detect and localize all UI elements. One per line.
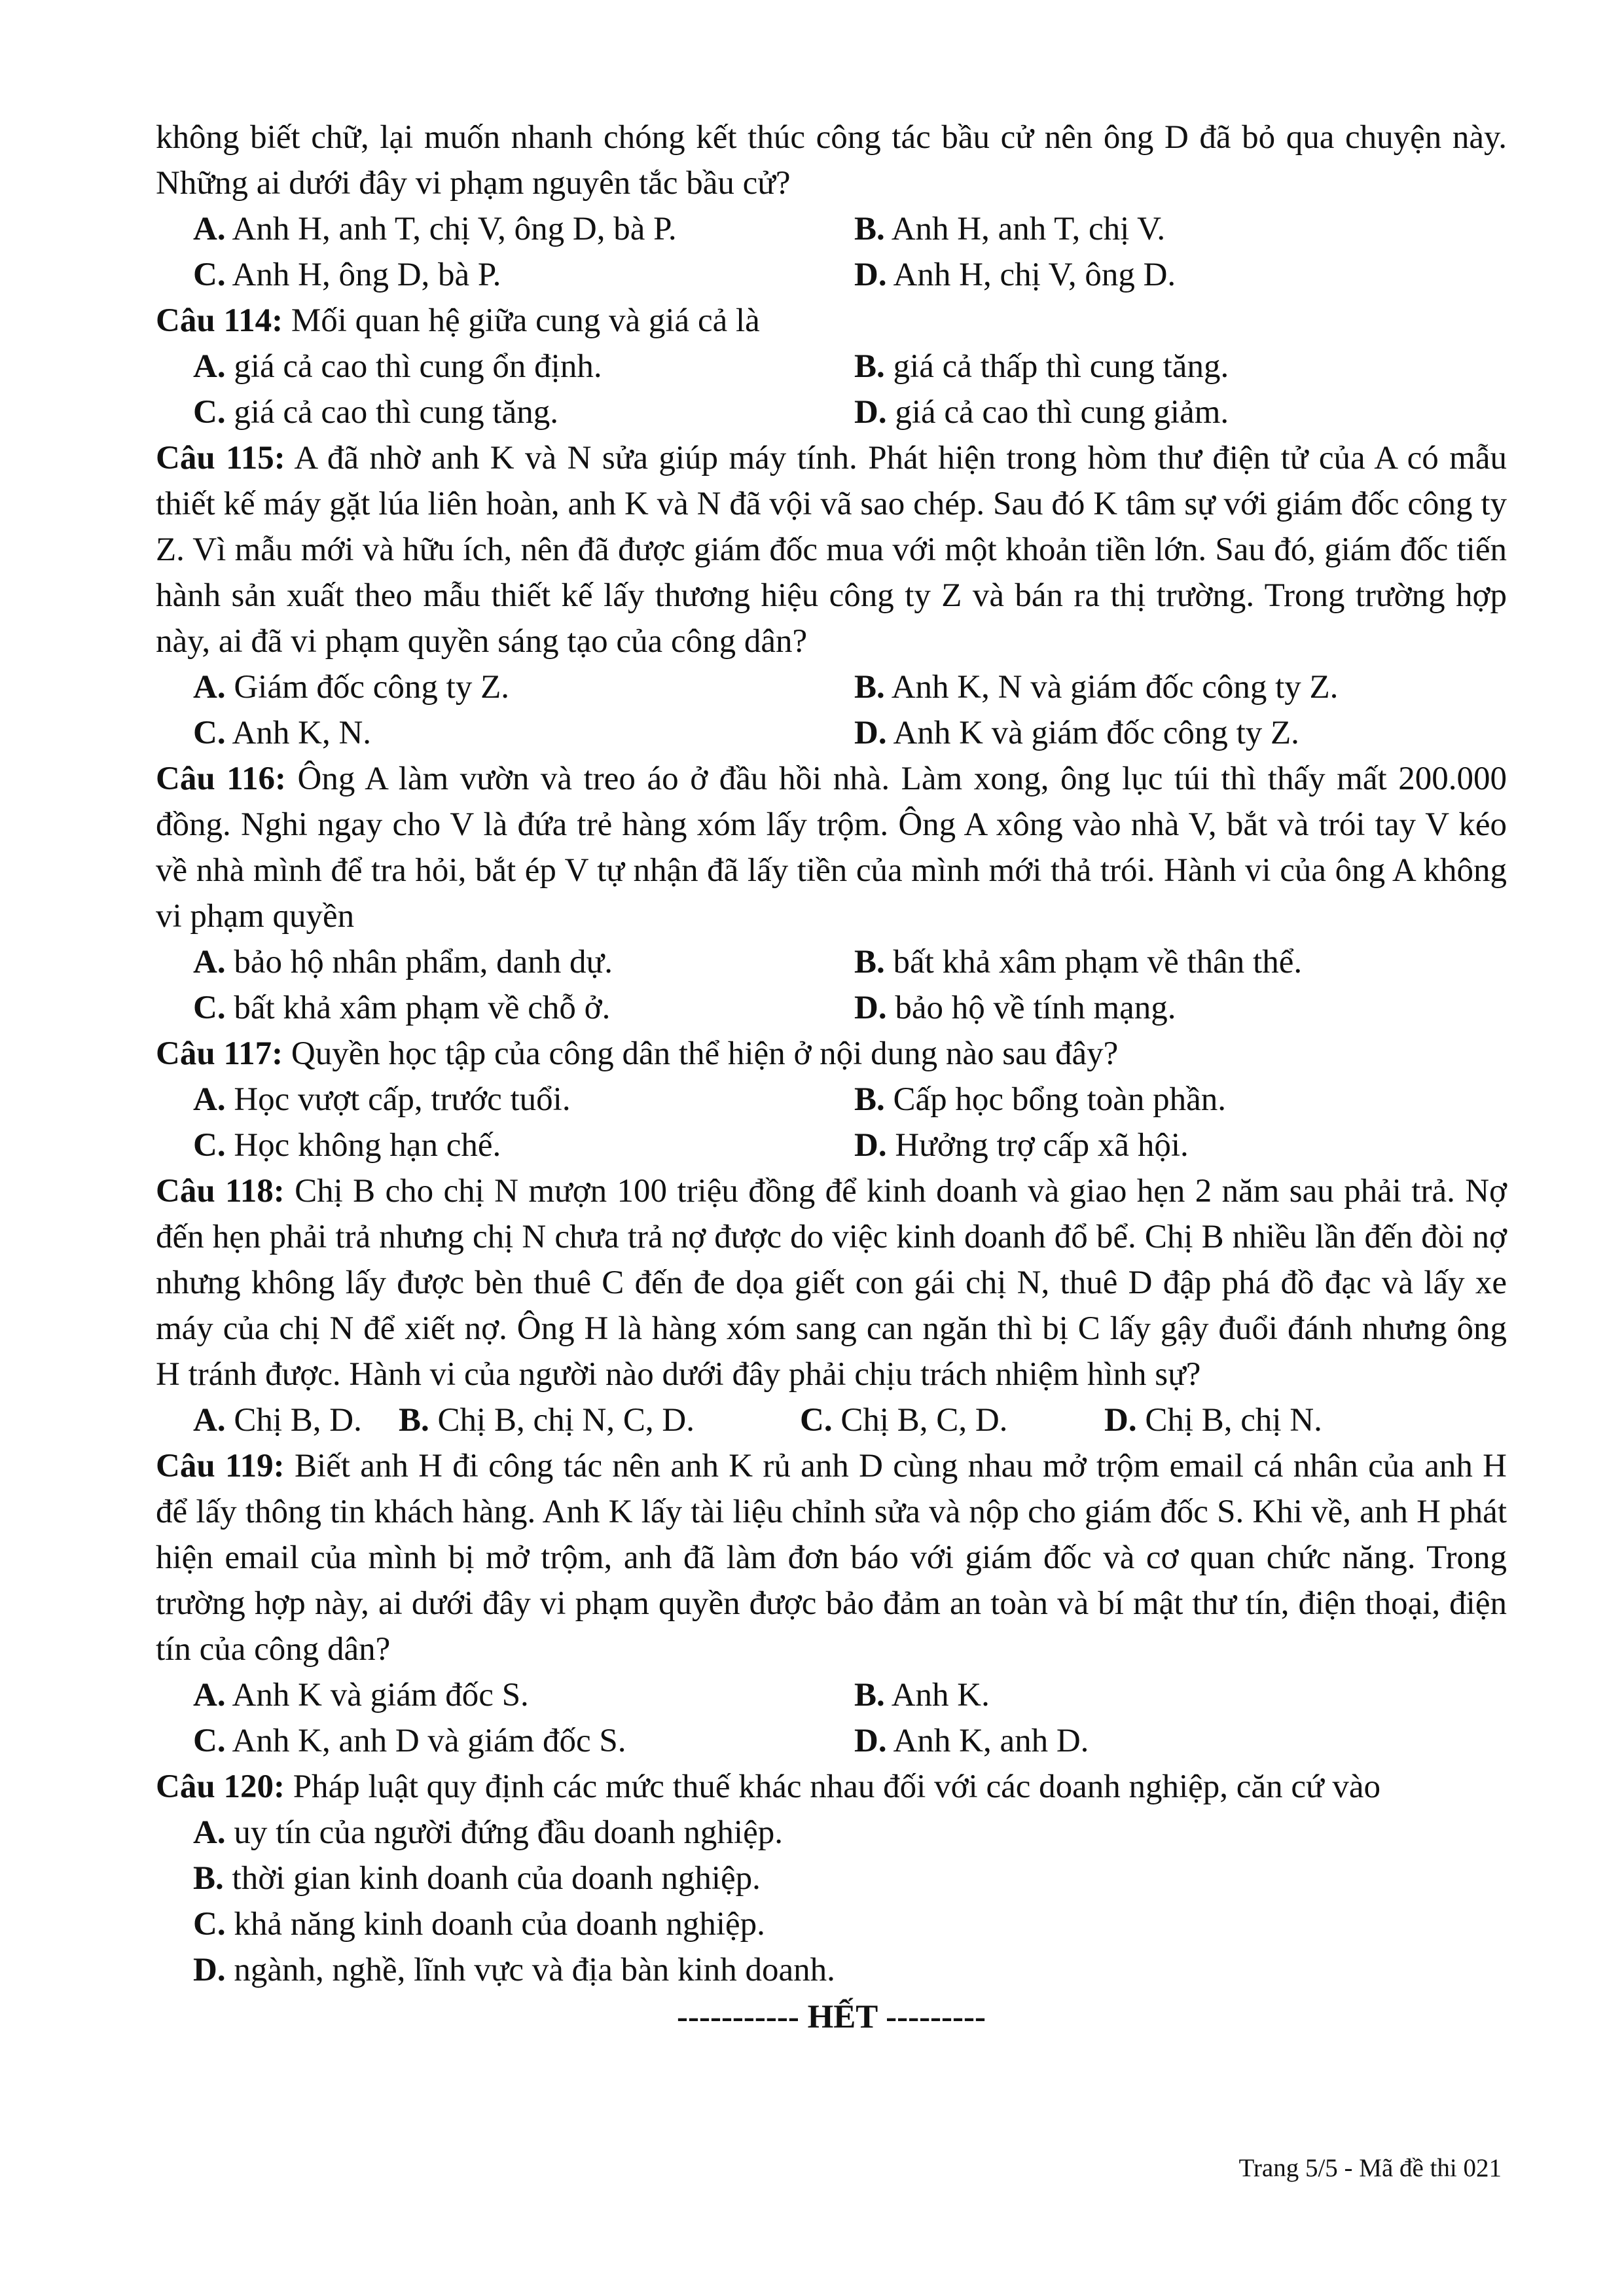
option-letter: D. [854, 1723, 887, 1759]
option-c [156, 252, 817, 298]
option-b [817, 939, 1507, 985]
option-d [817, 252, 1507, 298]
option-c [156, 985, 817, 1031]
question-stem [156, 1031, 1507, 1077]
question-text: Mối quan hệ giữa cung và giá cả là [283, 302, 760, 339]
exam-page [156, 115, 1507, 2040]
option-b [156, 1856, 1507, 1901]
option-text: Anh H, anh T, chị V, ông D, bà P. [225, 211, 677, 247]
question-120 [156, 1764, 1507, 1993]
option-text: Giám đốc công ty Z. [225, 669, 509, 706]
page-footer: Trang 5/5 - Mã đề thi 021 [1238, 2154, 1502, 2182]
option-text: giá cả cao thì cung ổn định. [225, 348, 602, 385]
question-text: Pháp luật quy định các mức thuế khác nhau đối với các doanh nghiệp, căn cứ vào [284, 1768, 1380, 1805]
option-text: Học vượt cấp, trước tuổi. [225, 1081, 571, 1118]
option-text: Anh K, anh D và giám đốc S. [225, 1723, 626, 1759]
option-text: Anh K và giám đốc S. [225, 1677, 529, 1713]
option-a [156, 206, 817, 252]
option-d [817, 389, 1507, 435]
option-text: Anh H, anh T, chị V. [884, 211, 1166, 247]
option-text: Chị B, D. [225, 1402, 362, 1439]
option-text: giá cả thấp thì cung tăng. [884, 348, 1229, 385]
option-letter: A. [193, 1677, 226, 1713]
question-115 [156, 435, 1507, 756]
question-text: A đã nhờ anh K và N sửa giúp máy tính. Phát hiện trong hòm thư điện tử của A có mẫu thiết kế máy gặt lúa liên hoàn, anh K và N đã vội vã sao chép. Sau đó K tâm sự với giám đốc công ty Z. Vì mẫu mới và hữu ích, nên đã được giám đốc mua với một khoản tiền lớn. Sau đó, giám đốc tiến hành sản xuất theo mẫu thiết kế lấy thương hiệu công ty Z và bán ra thị trường. Trong trường hợp này, ai đã vi phạm quyền sáng tạo của công dân? [156, 440, 1507, 660]
option-letter: B. [854, 348, 885, 385]
option-d [156, 1947, 1507, 1993]
option-text: Chị B, chị N. [1136, 1402, 1322, 1439]
question-stem [156, 435, 1507, 664]
option-a [156, 939, 817, 985]
option-letter: C. [193, 1906, 226, 1943]
option-text: thời gian kinh doanh của doanh nghiệp. [223, 1860, 761, 1897]
option-letter: C. [193, 1127, 226, 1164]
option-b [817, 344, 1507, 389]
option-c [156, 1122, 817, 1168]
option-text: Chị B, C, D. [832, 1402, 1008, 1439]
option-letter: A. [193, 1402, 226, 1439]
option-letter: A. [193, 669, 226, 706]
question-options [156, 344, 1507, 435]
option-text: bất khả xâm phạm về thân thể. [884, 944, 1303, 980]
question-label: Câu 119: [156, 1448, 285, 1484]
option-c [156, 1901, 1507, 1947]
question-label: Câu 117: [156, 1035, 283, 1072]
option-text: Chị B, chị N, C, D. [429, 1402, 695, 1439]
option-a [156, 664, 817, 710]
option-text: uy tín của người đứng đầu doanh nghiệp. [225, 1814, 783, 1851]
option-b [817, 664, 1507, 710]
option-text: Học không hạn chế. [225, 1127, 501, 1164]
option-letter: B. [854, 211, 885, 247]
option-letter: B. [854, 1081, 885, 1118]
option-letter: B. [193, 1860, 224, 1897]
question-label: Câu 118: [156, 1173, 285, 1210]
end-marker: ----------- HẾT --------- [677, 1999, 986, 2036]
option-letter: C. [193, 715, 226, 751]
question-options [156, 1672, 1507, 1764]
option-d [817, 1122, 1507, 1168]
option-letter: B. [399, 1402, 429, 1439]
question-stem [156, 1443, 1507, 1672]
option-b [399, 1397, 800, 1443]
option-text: Anh K, N. [225, 715, 372, 751]
option-letter: C. [193, 1723, 226, 1759]
option-text: Hưởng trợ cấp xã hội. [886, 1127, 1189, 1164]
option-c [800, 1397, 1104, 1443]
option-d [817, 710, 1507, 756]
option-a [156, 1077, 817, 1122]
option-text: khả năng kinh doanh của doanh nghiệp. [225, 1906, 765, 1943]
option-letter: D. [1104, 1402, 1137, 1439]
option-letter: C. [800, 1402, 833, 1439]
question-118 [156, 1168, 1507, 1443]
option-text: giá cả cao thì cung tăng. [225, 394, 558, 431]
option-letter: C. [193, 990, 226, 1026]
option-text: ngành, nghề, lĩnh vực và địa bàn kinh doanh. [225, 1952, 835, 1988]
option-a [156, 1397, 399, 1443]
question-stem [156, 1168, 1507, 1397]
option-letter: D. [854, 394, 887, 431]
question-label: Câu 120: [156, 1768, 285, 1805]
question-options [156, 1397, 1507, 1443]
option-text: Anh K và giám đốc công ty Z. [886, 715, 1299, 751]
option-text: bất khả xâm phạm về chỗ ở. [225, 990, 611, 1026]
question-label: Câu 115: [156, 440, 285, 476]
option-letter: B. [854, 669, 885, 706]
option-c [156, 1718, 817, 1764]
option-d [1104, 1397, 1507, 1443]
option-letter: D. [854, 715, 887, 751]
option-text: giá cả cao thì cung giảm. [886, 394, 1229, 431]
option-letter: C. [193, 257, 226, 293]
question-text: Quyền học tập của công dân thể hiện ở nội dung nào sau đây? [283, 1035, 1119, 1072]
option-text: Anh H, chị V, ông D. [886, 257, 1176, 293]
question-text: Chị B cho chị N mượn 100 triệu đồng để kinh doanh và giao hẹn 2 năm sau phải trả. Nợ đến hẹn phải trả nhưng chị N chưa trả nợ được do việc kinh doanh đổ bể. Chị B nhiều lần đến đòi nợ nhưng không lấy được bèn thuê C đến đe dọa giết con gái chị N, thuê D đập phá đồ đạc và lấy xe máy của chị N để xiết nợ. Ông H là hàng xóm sang can ngăn thì bị C lấy gậy đuổi đánh nhưng ông H tránh được. Hành vi của người nào dưới đây phải chịu trách nhiệm hình sự? [156, 1173, 1507, 1393]
option-text: bảo hộ về tính mạng. [886, 990, 1176, 1026]
option-text: Anh K. [884, 1677, 990, 1713]
question-text: Ông A làm vườn và treo áo ở đầu hồi nhà. Làm xong, ông lục túi thì thấy mất 200.000 đồng. Nghi ngay cho V là đứa trẻ hàng xóm lấy trộm. Ông A xông vào nhà V, bắt và trói tay V kéo về nhà mình để tra hỏi, bắt ép V tự nhận đã lấy tiền của mình mới thả trói. Hành vi của ông A không vi phạm quyền [156, 761, 1507, 935]
question-stem [156, 298, 1507, 344]
option-letter: A. [193, 1814, 226, 1851]
question-options [156, 664, 1507, 756]
option-letter: B. [854, 944, 885, 980]
option-letter: C. [193, 394, 226, 431]
option-letter: D. [193, 1952, 226, 1988]
option-b [817, 1077, 1507, 1122]
option-letter: D. [854, 1127, 887, 1164]
question-options [156, 1810, 1507, 1993]
option-d [817, 1718, 1507, 1764]
question-113-continuation: không biết chữ, lại muốn nhanh chóng kết thúc công tác bầu cử nên ông D đã bỏ qua chuyện này. Những ai dưới đây vi phạm nguyên tắc bầu cử? [156, 119, 1507, 202]
question-113-options [156, 206, 1507, 298]
option-text: Anh K, N và giám đốc công ty Z. [884, 669, 1339, 706]
option-a [156, 1672, 817, 1718]
option-c [156, 389, 817, 435]
option-a [156, 1810, 1507, 1856]
option-letter: D. [854, 257, 887, 293]
question-116 [156, 756, 1507, 1031]
question-text: Biết anh H đi công tác nên anh K rủ anh D cùng nhau mở trộm email cá nhân của anh H để lấy thông tin khách hàng. Anh K lấy tài liệu chỉnh sửa và nộp cho giám đốc S. Khi về, anh H phát hiện email của mình bị mở trộm, anh đã làm đơn báo với giám đốc và cơ quan chức năng. Trong trường hợp này, ai dưới đây vi phạm quyền được bảo đảm an toàn và bí mật thư tín, điện thoại, điện tín của công dân? [156, 1448, 1507, 1668]
question-options [156, 1077, 1507, 1168]
question-label: Câu 116: [156, 761, 286, 797]
question-options [156, 939, 1507, 1031]
option-d [817, 985, 1507, 1031]
option-text: bảo hộ nhân phẩm, danh dự. [225, 944, 613, 980]
option-letter: A. [193, 944, 226, 980]
option-a [156, 344, 817, 389]
option-letter: A. [193, 348, 226, 385]
question-114 [156, 298, 1507, 435]
question-117 [156, 1031, 1507, 1168]
option-c [156, 710, 817, 756]
option-text: Anh H, ông D, bà P. [225, 257, 501, 293]
option-letter: B. [854, 1677, 885, 1713]
option-letter: A. [193, 1081, 226, 1118]
option-text: Cấp học bổng toàn phần. [884, 1081, 1227, 1118]
option-letter: A. [193, 211, 226, 247]
option-b [817, 1672, 1507, 1718]
question-label: Câu 114: [156, 302, 283, 339]
question-stem [156, 1764, 1507, 1810]
option-letter: D. [854, 990, 887, 1026]
question-stem [156, 756, 1507, 939]
question-119 [156, 1443, 1507, 1764]
option-b [817, 206, 1507, 252]
option-text: Anh K, anh D. [886, 1723, 1089, 1759]
